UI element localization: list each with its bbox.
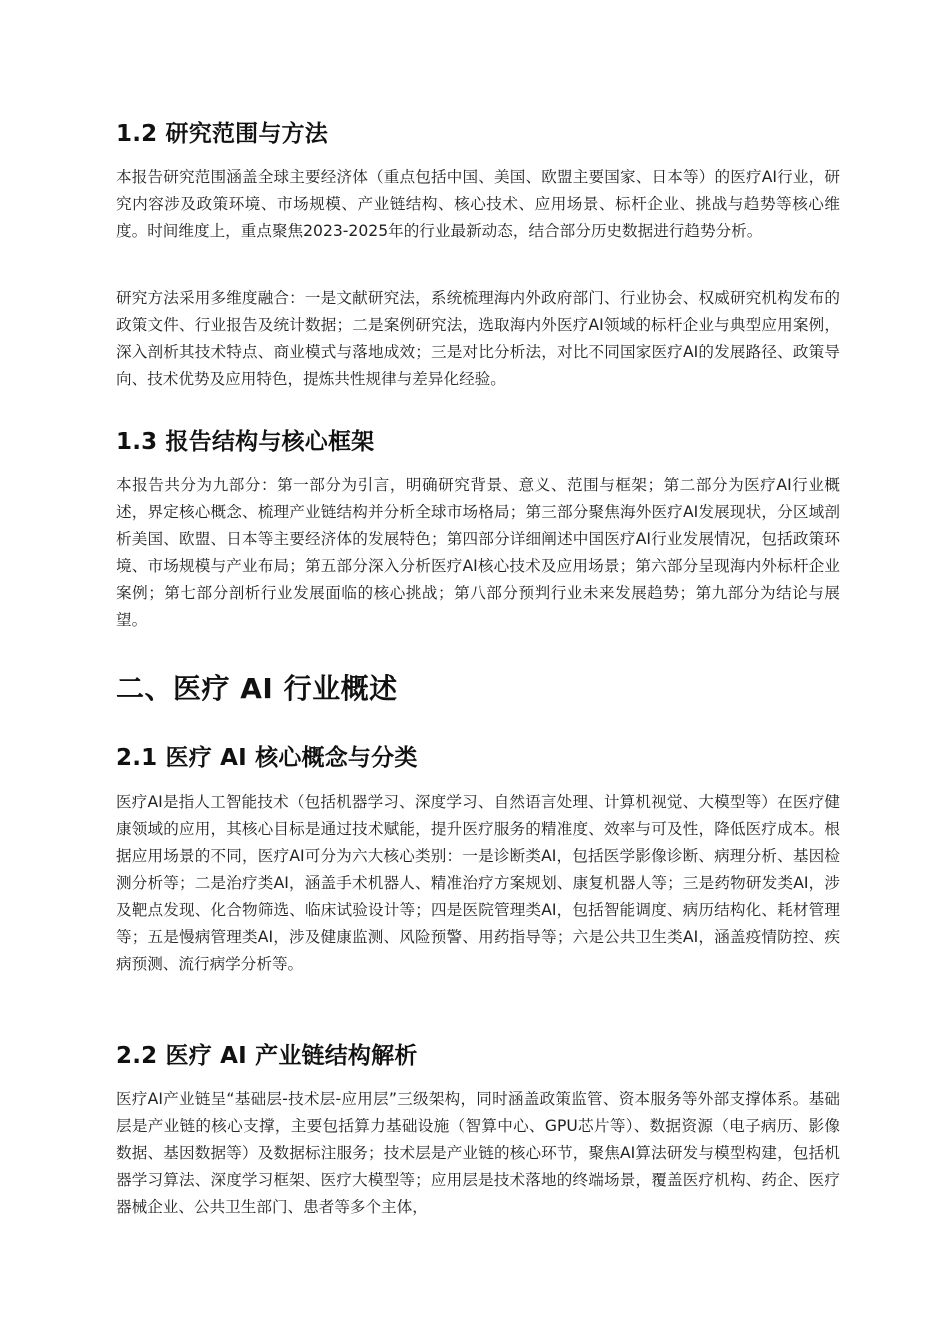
paragraph-research-methods: 研究方法采用多维度融合：一是文献研究法，系统梳理海内外政府部门、行业协会、权威研究机构发布的政策文件、行业报告及统计数据；二是案例研究法，选取海内外医疗AI领域的标杆企业与典型应用案例，深入剖析其技术特点、商业模式与落地成效；三是对比分析法，对比不同国家医疗AI的发展路径、政策导向、技术优势及应用特色，提炼共性规律与差异化经验。	[116, 289, 840, 388]
section-heading-2-2: 2.2 医疗 AI 产业链结构解析	[116, 1043, 418, 1069]
section-heading-2-1: 2.1 医疗 AI 核心概念与分类	[116, 745, 418, 771]
section-heading-1-2: 1.2 研究范围与方法	[116, 121, 328, 147]
paragraph-research-scope: 本报告研究范围涵盖全球主要经济体（重点包括中国、美国、欧盟主要国家、日本等）的医疗AI行业，研究内容涉及政策环境、市场规模、产业链结构、核心技术、应用场景、标杆企业、挑战与趋势等核心维度。时间维度上，重点聚焦2023-2025年的行业最新动态，结合部分历史数据进行趋势分析。	[116, 168, 840, 240]
section-heading-1-3: 1.3 报告结构与核心框架	[116, 429, 375, 455]
paragraph-industry-chain: 医疗AI产业链呈“基础层-技术层-应用层”三级架构，同时涵盖政策监管、资本服务等外部支撑体系。基础层是产业链的核心支撑，主要包括算力基础设施（智算中心、GPU芯片等）、数据资源（电子病历、影像数据、基因数据等）及数据标注服务；技术层是产业链的核心环节，聚焦AI算法研发与模型构建，包括机器学习算法、深度学习框架、医疗大模型等；应用层是技术落地的终端场景，覆盖医疗机构、药企、医疗器械企业、公共卫生部门、患者等多个主体，	[116, 1090, 840, 1216]
chapter-heading-2: 二、医疗 AI 行业概述	[116, 672, 398, 705]
paragraph-report-structure: 本报告共分为九部分：第一部分为引言，明确研究背景、意义、范围与框架；第二部分为医疗AI行业概述，界定核心概念、梳理产业链结构并分析全球市场格局；第三部分聚焦海外医疗AI发展现状，分区域剖析美国、欧盟、日本等主要经济体的发展特色；第四部分详细阐述中国医疗AI行业发展情况，包括政策环境、市场规模与产业布局；第五部分深入分析医疗AI核心技术及应用场景；第六部分呈现海内外标杆企业案例；第七部分剖析行业发展面临的核心挑战；第八部分预判行业未来发展趋势；第九部分为结论与展望。	[116, 476, 840, 629]
paragraph-core-concepts: 医疗AI是指人工智能技术（包括机器学习、深度学习、自然语言处理、计算机视觉、大模型等）在医疗健康领域的应用，其核心目标是通过技术赋能，提升医疗服务的精准度、效率与可及性，降低医疗成本。根据应用场景的不同，医疗AI可分为六大核心类别：一是诊断类AI，包括医学影像诊断、病理分析、基因检测分析等；二是治疗类AI，涵盖手术机器人、精准治疗方案规划、康复机器人等；三是药物研发类AI，涉及靶点发现、化合物筛选、临床试验设计等；四是医院管理类AI，包括智能调度、病历结构化、耗材管理等；五是慢病管理类AI，涉及健康监测、风险预警、用药指导等；六是公共卫生类AI，涵盖疫情防控、疾病预测、流行病学分析等。	[116, 793, 840, 973]
